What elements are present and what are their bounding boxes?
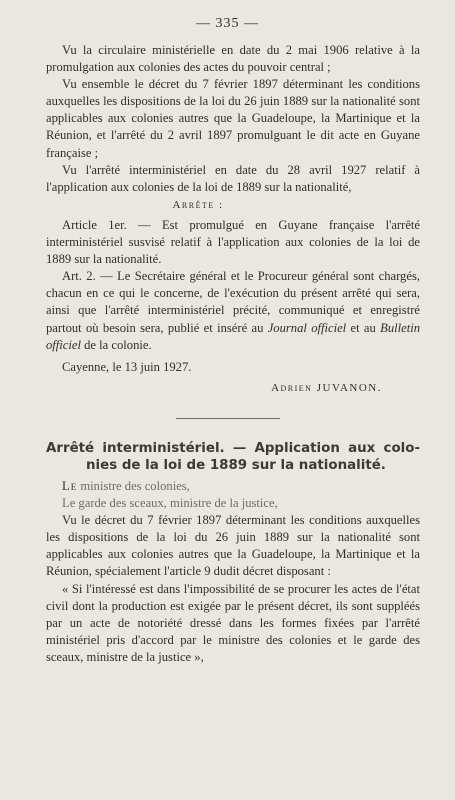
article-1: Article 1er. — Est promulgué en Guyane française l'arrêté interministériel susvisé relatif à l'application aux colonies de la loi de 1889 sur la nationalité. — [46, 217, 420, 267]
visa-circulaire: Vu la circulaire ministérielle en date du 2 mai 1906 relative à la promulgation aux colonies des actes du pouvoir central ; — [46, 43, 420, 75]
arrete-label: Arrête : — [172, 198, 224, 211]
ministre-line — [46, 478, 420, 495]
article-2-text-start: Art. 2. — Le Secrétaire général et le Procureur général sont chargés, chacun en ce qui le concerne, de l'exécution du présent arrêté qui sera, ainsi que l'arrêté interministériel précité, communiqué et enregistré partout où besoin sera, publié et inséré au — [46, 269, 420, 335]
signature: Adrien JUVANON. — [271, 381, 382, 394]
article-2-text-end: de la colonie. — [80, 337, 152, 352]
quoted-article: « Si l'intéressé est dans l'impossibilité de se procurer les actes de l'état civil dont la production est exigée par le présent décret, ils sont suppléés par un acte de notoriété dressé dans les formes fixées par l'arrêté ministériel pris d'accord par le ministre des colonies et le garde des sceaux, ministre de la justice », — [46, 581, 420, 664]
ministre-text: ministre des colonies, — [77, 479, 190, 493]
journal-officiel: Journal officiel — [267, 320, 347, 335]
decree-body — [46, 42, 420, 397]
le-word: Le — [62, 479, 78, 493]
bulletin-officiel: Bulletin officiel — [46, 320, 421, 352]
article-2-text-mid: et au — [346, 320, 381, 335]
page-number: — 335 — — [196, 16, 259, 31]
visa-arrete: Vu l'arrêté interministériel en date du 28 avril 1927 relatif à l'application aux colonies de la loi de 1889 sur la nationalité, — [46, 162, 420, 194]
interministerial-body — [46, 478, 420, 666]
article-2 — [46, 268, 420, 353]
heading-line-1: Arrêté interministériel. — Application aux colo- — [46, 441, 420, 456]
heading-line-2: nies de la loi de 1889 sur la nationalité. — [86, 458, 386, 473]
section-heading — [46, 440, 420, 474]
section-divider — [176, 418, 280, 419]
visa-decret-1897: Vu le décret du 7 février 1897 déterminant les conditions auxquelles les dispositions de la loi du 26 juin 1889 sur la nationalité sont applicables aux colonies autres que la Guadeloupe, la Martinique et la Réunion, spécialement l'article 9 dudit décret disposant : — [46, 513, 420, 579]
garde-line: Le garde des sceaux, ministre de la justice, — [62, 496, 278, 511]
date-line: Cayenne, le 13 juin 1927. — [62, 359, 192, 374]
visa-decret: Vu ensemble le décret du 7 février 1897 déterminant les conditions auxquelles les dispositions de la loi du 26 juin 1889 sur la nationalité sont applicables aux colonies autres que la Guadeloupe, la Martinique et la Réunion, et l'arrêté du 2 avril 1897 promulguant le dit acte en Guyane française ; — [46, 77, 420, 160]
